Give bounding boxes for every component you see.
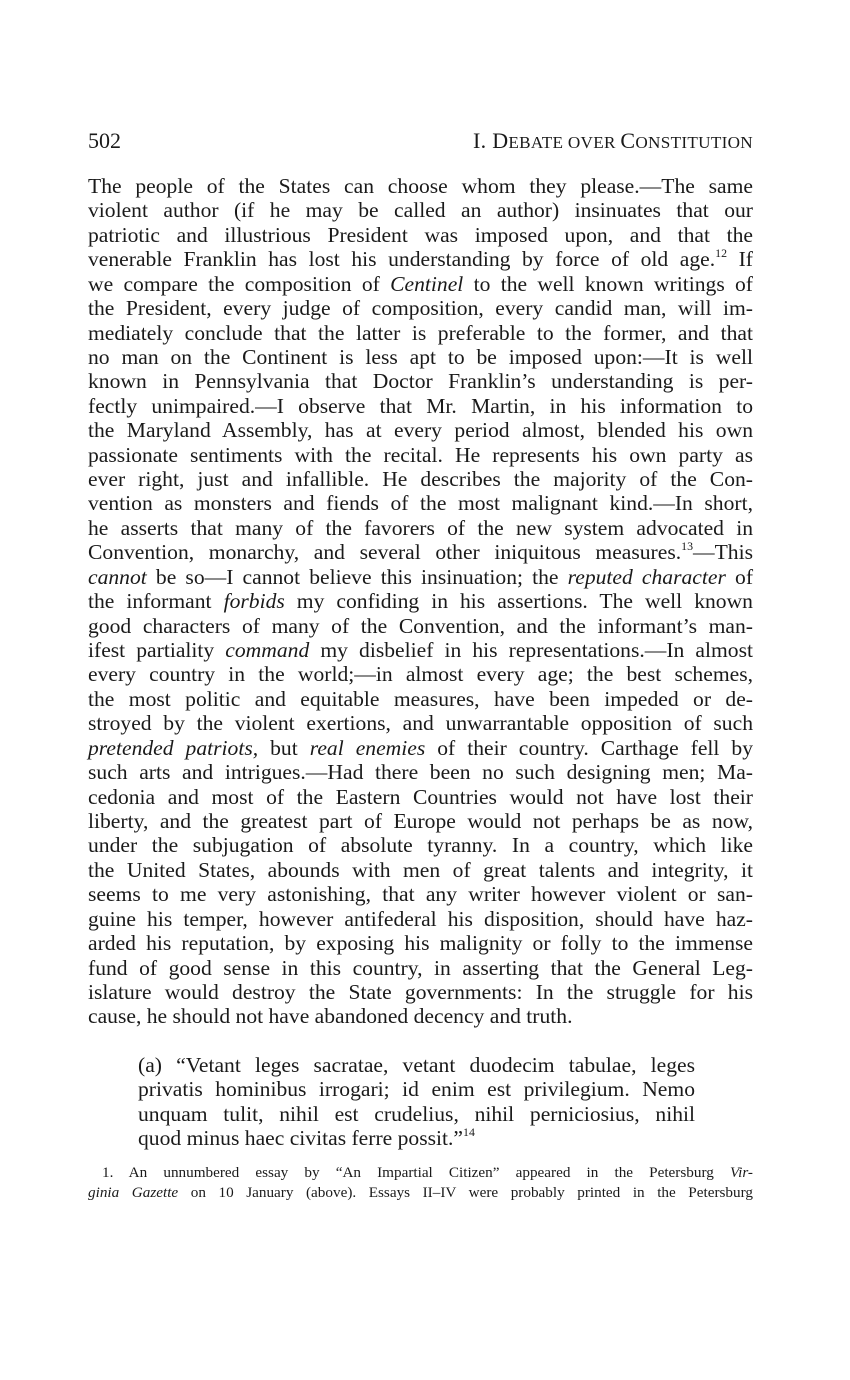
page-header: [88, 128, 753, 154]
text-line: ever right, just and infallible. He describes the majority of the Con-: [88, 467, 753, 492]
text-line: the Maryland Assembly, has at every period almost, blended his own: [88, 418, 753, 443]
footnote-line: 1. An unnumbered essay by “An Impartial Citizen” appeared in the Petersburg Vir-: [102, 1164, 753, 1181]
text-line: ifest partiality command my disbelief in his representations.—In almost: [88, 638, 753, 663]
footnote-line: ginia Gazette on 10 January (above). Essays II–IV were probably printed in the Petersburg: [88, 1184, 753, 1201]
text-line: cause, he should not have abandoned decency and truth.: [88, 1004, 573, 1029]
quote-line: unquam tulit, nihil est crudelius, nihil perniciosius, nihil: [138, 1101, 695, 1126]
text-line: liberty, and the greatest part of Europe would not perhaps be as now,: [88, 808, 753, 833]
text-line: we compare the composition of Centinel to the well known writings of: [88, 271, 754, 296]
text-line: arded his reputation, by exposing his malignity or folly to the immense: [88, 931, 753, 956]
text-line: fectly unimpaired.—I observe that Mr. Martin, in his information to: [88, 393, 753, 418]
text-line: the informant forbids my confiding in his assertions. The well known: [88, 589, 753, 614]
text-line: venerable Franklin has lost his understanding by force of old age.$^{12}$ If: [88, 246, 753, 272]
text-line: Convention, monarchy, and several other iniquitous measures.$^{13}$—This: [88, 539, 753, 565]
page-number: 502: [88, 128, 121, 153]
text-line: the United States, abounds with men of great talents and integrity, it: [88, 857, 753, 882]
running-head: I. DEBATE OVER CONSTITUTION: [472, 128, 753, 153]
text-line: islature would destroy the State governments: In the struggle for his: [88, 979, 753, 1004]
main-paragraph: [88, 174, 753, 1029]
footnote-ref-14: 14: [463, 1124, 475, 1139]
text-line: patriotic and illustrious President was imposed upon, and that the: [88, 222, 753, 247]
quote-line: quod minus haec civitas ferre possit.”$^{14}$: [138, 1124, 475, 1150]
footnote-ref-12: 12: [715, 246, 728, 261]
text-line: every country in the world;—in almost every age; the best schemes,: [88, 662, 753, 687]
text-line: stroyed by the violent exertions, and unwarrantable opposition of such: [88, 711, 753, 736]
text-line: passionate sentiments with the recital. He represents his own party as: [88, 442, 753, 467]
text-line: good characters of many of the Convention, and the informant’s man-: [88, 613, 753, 638]
text-line: seems to me very astonishing, that any writer however violent or san-: [88, 882, 753, 907]
text-line: such arts and intrigues.—Had there been no such designing men; Ma-: [88, 760, 753, 785]
text-line: guine his temper, however antifederal his disposition, should have haz-: [88, 906, 753, 931]
text-line: cedonia and most of the Eastern Countries would not have lost their: [88, 784, 753, 809]
text-line: the most politic and equitable measures, have been impeded or de-: [88, 686, 753, 711]
text-line: violent author (if he may be called an author) insinuates that our: [88, 198, 753, 223]
text-line: under the subjugation of absolute tyranny. In a country, which like: [88, 833, 753, 858]
text-line: he asserts that many of the favorers of the new system advocated in: [88, 515, 753, 540]
text-line: known in Pennsylvania that Doctor Franklin’s understanding is per-: [88, 369, 753, 394]
footnote-ref-13: 13: [681, 539, 694, 554]
quote-line: privatis hominibus irrogari; id enim est privilegium. Nemo: [138, 1077, 695, 1102]
quote-line: (a) “Vetant leges sacratae, vetant duodecim tabulae, leges: [138, 1053, 695, 1077]
text-line: no man on the Continent is less apt to be imposed upon:—It is well: [88, 344, 753, 369]
text-line: the President, every judge of composition, every candid man, will im-: [88, 296, 753, 321]
text-line: fund of good sense in this country, in asserting that the General Leg-: [88, 955, 753, 980]
text-line: mediately conclude that the latter is preferable to the former, and that: [88, 320, 753, 345]
footnote-1: [88, 1163, 753, 1203]
text-line: The people of the States can choose whom they please.—The same: [88, 174, 753, 198]
latin-quotation: [138, 1053, 695, 1150]
text-line: vention as monsters and fiends of the most malignant kind.—In short,: [88, 491, 753, 516]
text-line: cannot be so—I cannot believe this insinuation; the reputed character of: [88, 564, 754, 589]
text-line: pretended patriots, but real enemies of their country. Carthage fell by: [88, 735, 754, 760]
